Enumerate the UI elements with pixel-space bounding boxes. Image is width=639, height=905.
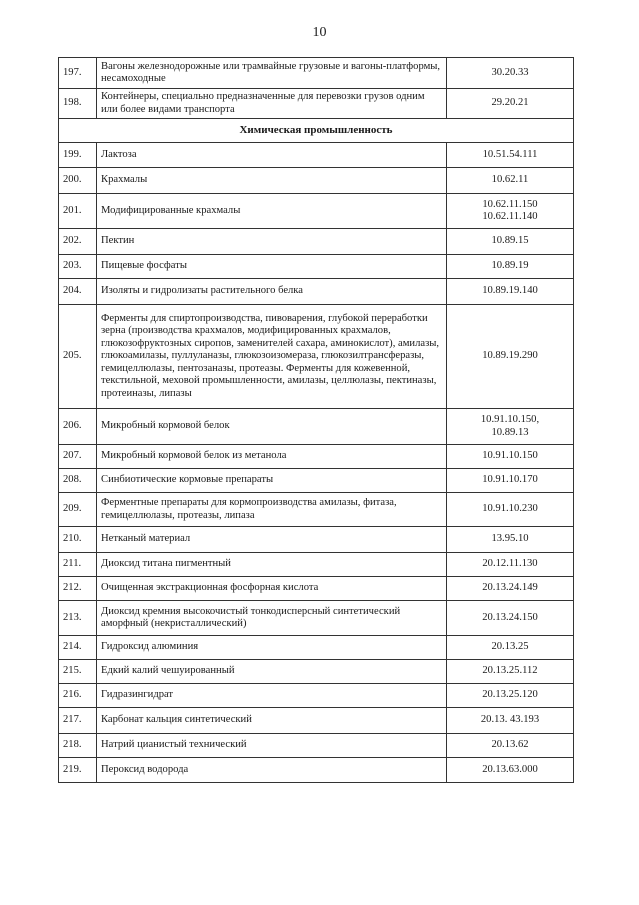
row-number: 213. [59, 601, 97, 636]
row-number: 203. [59, 255, 97, 279]
product-name: Гидразингидрат [97, 684, 447, 708]
okpd2-code-cell [447, 409, 574, 445]
okpd2-code-cell [447, 660, 574, 684]
okpd2-code: 10.89.15 [491, 235, 529, 247]
okpd2-code-cell [447, 58, 574, 89]
okpd2-code: 10.89.13 [491, 426, 529, 438]
row-number: 198. [59, 89, 97, 119]
table-row [59, 493, 574, 527]
okpd2-code: 20.13. 43.193 [480, 714, 540, 726]
product-name: Пищевые фосфаты [97, 255, 447, 279]
okpd2-code: 10.89.19.140 [482, 285, 538, 297]
row-number: 215. [59, 660, 97, 684]
okpd2-code-cell [447, 493, 574, 527]
row-number: 216. [59, 684, 97, 708]
okpd2-code-cell [447, 229, 574, 255]
product-name: Ферменты для спиртопроизводства, пивоварения, глубокой переработки зерна (производства крахмалов, модифицированных крахмалов, глюкозофруктозных сиропов, заменителей сахара, аминокислот), амилазы, глюкоамилазы, пуллуланазы, глюкозоизомераза, глюкозилтрансферазы, гемицеллюлазы, пентозаназы, протеазы. Ферменты для кожевенной, текстильной, меховой промышленности, амилазы, целлюлазы, пектиназы, протеиназы, липазы [97, 305, 447, 409]
table-row [59, 445, 574, 469]
row-number: 209. [59, 493, 97, 527]
okpd2-code-cell [447, 279, 574, 305]
row-number: 214. [59, 636, 97, 660]
okpd2-code: 10.91.10.230 [482, 503, 538, 515]
row-number: 202. [59, 229, 97, 255]
okpd2-code-cell [447, 255, 574, 279]
okpd2-code: 10.51.54.111 [482, 148, 538, 160]
row-number: 206. [59, 409, 97, 445]
okpd2-code-cell [447, 601, 574, 636]
product-name: Диоксид титана пигментный [97, 553, 447, 577]
product-name: Едкий калий чешуированный [97, 660, 447, 684]
okpd2-code-cell [447, 143, 574, 168]
product-name: Лактоза [97, 143, 447, 168]
table-row [59, 89, 574, 119]
row-number: 201. [59, 194, 97, 229]
table-row [59, 469, 574, 493]
table-row [59, 636, 574, 660]
okpd2-code: 20.13.25 [491, 641, 529, 653]
product-name: Пектин [97, 229, 447, 255]
okpd2-code: 20.13.63.000 [482, 763, 538, 775]
okpd2-code: 20.13.62 [491, 739, 529, 751]
page-number: 10 [312, 25, 327, 40]
product-name: Модифицированные крахмалы [97, 194, 447, 229]
okpd2-code-cell [447, 636, 574, 660]
product-name: Изоляты и гидролизаты растительного белка [97, 279, 447, 305]
section-heading: Химическая промышленность [59, 119, 574, 143]
okpd2-code-cell [447, 684, 574, 708]
product-name: Синбиотические кормовые препараты [97, 469, 447, 493]
product-name: Микробный кормовой белок из метанола [97, 445, 447, 469]
table-row [59, 279, 574, 305]
table-row [59, 229, 574, 255]
table-row [59, 553, 574, 577]
okpd2-code-cell [447, 305, 574, 409]
okpd2-code: 29.20.21 [491, 97, 529, 109]
row-number: 219. [59, 758, 97, 783]
okpd2-code: 20.13.24.150 [482, 611, 538, 623]
product-name: Крахмалы [97, 168, 447, 194]
okpd2-code-cell [447, 758, 574, 783]
okpd2-code: 20.13.25.120 [482, 689, 538, 701]
row-number: 217. [59, 708, 97, 734]
row-number: 200. [59, 168, 97, 194]
table-row [59, 58, 574, 89]
okpd2-code: 10.91.10.150, [480, 414, 540, 425]
product-name: Гидроксид алюминия [97, 636, 447, 660]
table-row [59, 168, 574, 194]
okpd2-code: 10.89.19.290 [482, 350, 538, 362]
okpd2-code-cell [447, 577, 574, 601]
okpd2-code-cell [447, 168, 574, 194]
table-row [59, 734, 574, 758]
row-number: 211. [59, 553, 97, 577]
okpd2-code-cell [447, 553, 574, 577]
table-row [59, 601, 574, 636]
row-number: 210. [59, 527, 97, 553]
table-row [59, 684, 574, 708]
product-name: Вагоны железнодорожные или трамвайные грузовые и вагоны-платформы, несамоходные [97, 58, 447, 89]
table-row [59, 255, 574, 279]
table-row [59, 577, 574, 601]
product-name: Очищенная экстракционная фосфорная кислота [97, 577, 447, 601]
product-name: Микробный кормовой белок [97, 409, 447, 445]
product-name: Ферментные препараты для кормопроизводства амилазы, фитаза, гемицеллюлазы, протеазы, липаза [97, 493, 447, 527]
products-table-body [59, 58, 574, 783]
okpd2-code-cell [447, 734, 574, 758]
okpd2-code: 20.13.25.112 [482, 665, 538, 677]
product-name: Пероксид водорода [97, 758, 447, 783]
okpd2-code: 13.95.10 [491, 533, 529, 545]
product-name: Нетканый материал [97, 527, 447, 553]
row-number: 207. [59, 445, 97, 469]
products-table [58, 57, 574, 783]
row-number: 199. [59, 143, 97, 168]
table-row [59, 708, 574, 734]
row-number: 218. [59, 734, 97, 758]
okpd2-code: 10.91.10.150 [482, 450, 538, 462]
okpd2-code-cell [447, 194, 574, 229]
table-row [59, 194, 574, 229]
okpd2-code: 10.91.10.170 [482, 474, 538, 486]
okpd2-code-cell [447, 708, 574, 734]
table-row [59, 527, 574, 553]
product-name: Карбонат кальция синтетический [97, 708, 447, 734]
okpd2-code: 10.62.11.140 [482, 211, 538, 222]
table-row [59, 305, 574, 409]
okpd2-code: 10.89.19 [491, 260, 529, 272]
table-row [59, 409, 574, 445]
product-name: Контейнеры, специально предназначенные для перевозки грузов одним или более видами транспорта [97, 89, 447, 119]
table-row [59, 143, 574, 168]
product-name: Диоксид кремния высокочистый тонкодисперсный синтетический аморфный (некристаллический) [97, 601, 447, 636]
row-number: 208. [59, 469, 97, 493]
okpd2-code: 10.62.11 [491, 174, 529, 186]
okpd2-code-cell [447, 89, 574, 119]
row-number: 204. [59, 279, 97, 305]
product-name: Натрий цианистый технический [97, 734, 447, 758]
okpd2-code-cell [447, 527, 574, 553]
table-row [59, 660, 574, 684]
table-row [59, 758, 574, 783]
okpd2-code: 20.13.24.149 [482, 582, 538, 594]
okpd2-code-cell [447, 445, 574, 469]
row-number: 212. [59, 577, 97, 601]
okpd2-code: 20.12.11.130 [482, 558, 538, 570]
okpd2-code-cell [447, 469, 574, 493]
row-number: 205. [59, 305, 97, 409]
okpd2-code: 10.62.11.150 [482, 198, 538, 210]
row-number: 197. [59, 58, 97, 89]
section-row [59, 119, 574, 143]
okpd2-code: 30.20.33 [491, 66, 529, 78]
